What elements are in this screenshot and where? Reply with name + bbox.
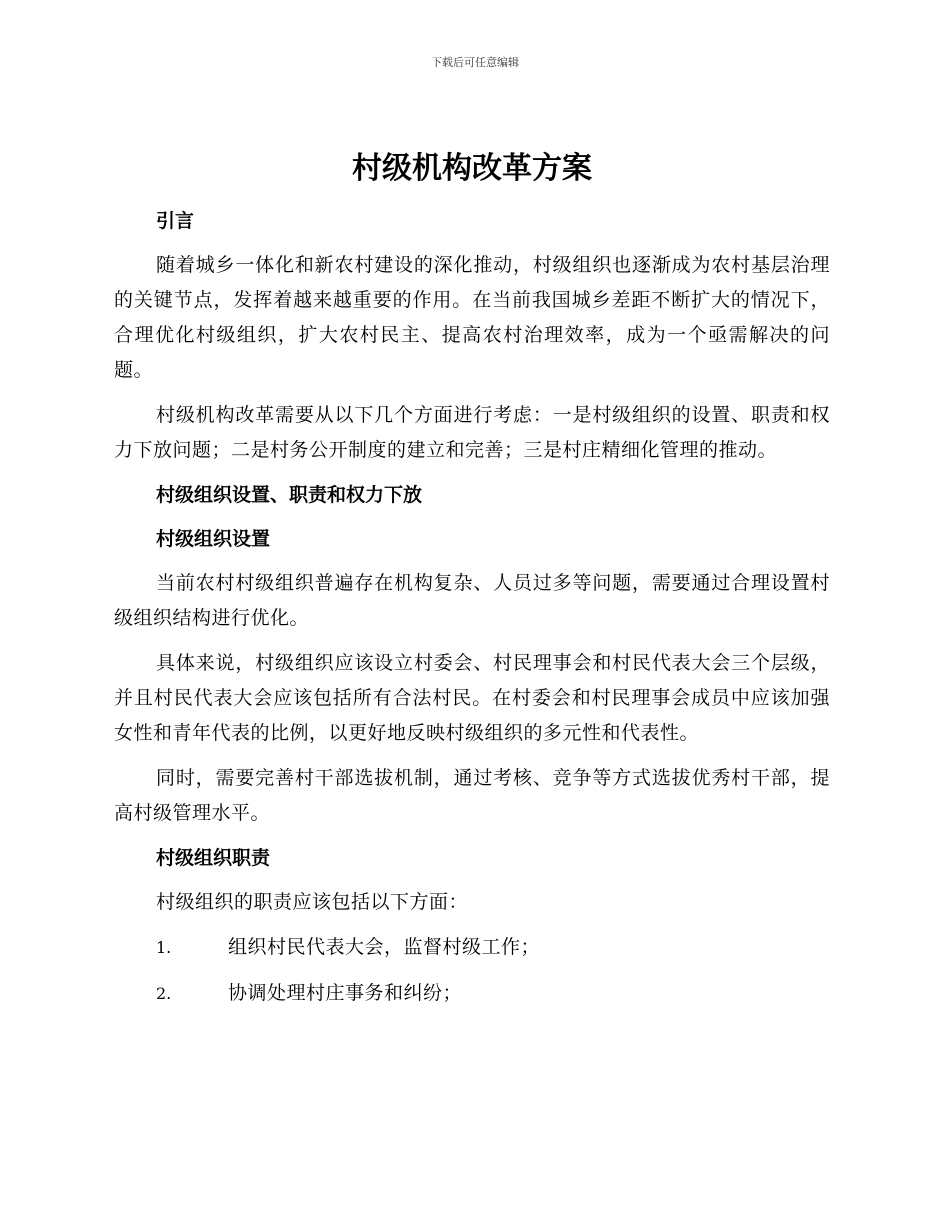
- paragraph-duty-intro: 村级组织的职责应该包括以下方面：: [156, 891, 469, 913]
- heading-duty: 村级组织职责: [156, 847, 271, 869]
- list-text: 组织村民代表大会，监督村级工作；: [228, 936, 541, 958]
- list-text: 协调处理村庄事务和纠纷；: [228, 982, 463, 1004]
- list-number: 1.: [156, 938, 172, 957]
- paragraph-setup-3: 同时，需要完善村干部选拔机制，通过考核、竞争等方式选拔优秀村干部，提高村级管理水平。: [114, 767, 830, 824]
- paragraph-intro-1: 随着城乡一体化和新农村建设的深化推动，村级组织也逐渐成为农村基层治理的关键节点，发挥着越来越重要的作用。在当前我国城乡差距不断扩大的情况下，合理优化村级组织，扩大农村民主、提高农村治理效率，成为一个亟需解决的问题。: [114, 254, 830, 381]
- list-item: [114, 930, 830, 965]
- document-title: 村级机构改革方案: [352, 151, 592, 186]
- list-number: 2.: [156, 984, 172, 1003]
- document-body: [114, 146, 830, 1022]
- heading-setup: 村级组织设置: [156, 528, 271, 550]
- heading-setup-duty-power: 村级组织设置、职责和权力下放: [156, 484, 423, 506]
- paragraph-setup-1: 当前农村村级组织普遍存在机构复杂、人员过多等问题，需要通过合理设置村级组织结构进行优化。: [114, 572, 830, 629]
- list-item: [114, 976, 830, 1011]
- header-note: 下载后可任意编辑: [431, 56, 519, 69]
- heading-intro: 引言: [156, 210, 195, 232]
- paragraph-intro-2: 村级机构改革需要从以下几个方面进行考虑：一是村级组织的设置、职责和权力下放问题；二是村务公开制度的建立和完善；三是村庄精细化管理的推动。: [114, 404, 830, 461]
- paragraph-setup-2: 具体来说，村级组织应该设立村委会、村民理事会和村民代表大会三个层级，并且村民代表大会应该包括所有合法村民。在村委会和村民理事会成员中应该加强女性和青年代表的比例，以更好地反映村级组织的多元性和代表性。: [114, 652, 830, 744]
